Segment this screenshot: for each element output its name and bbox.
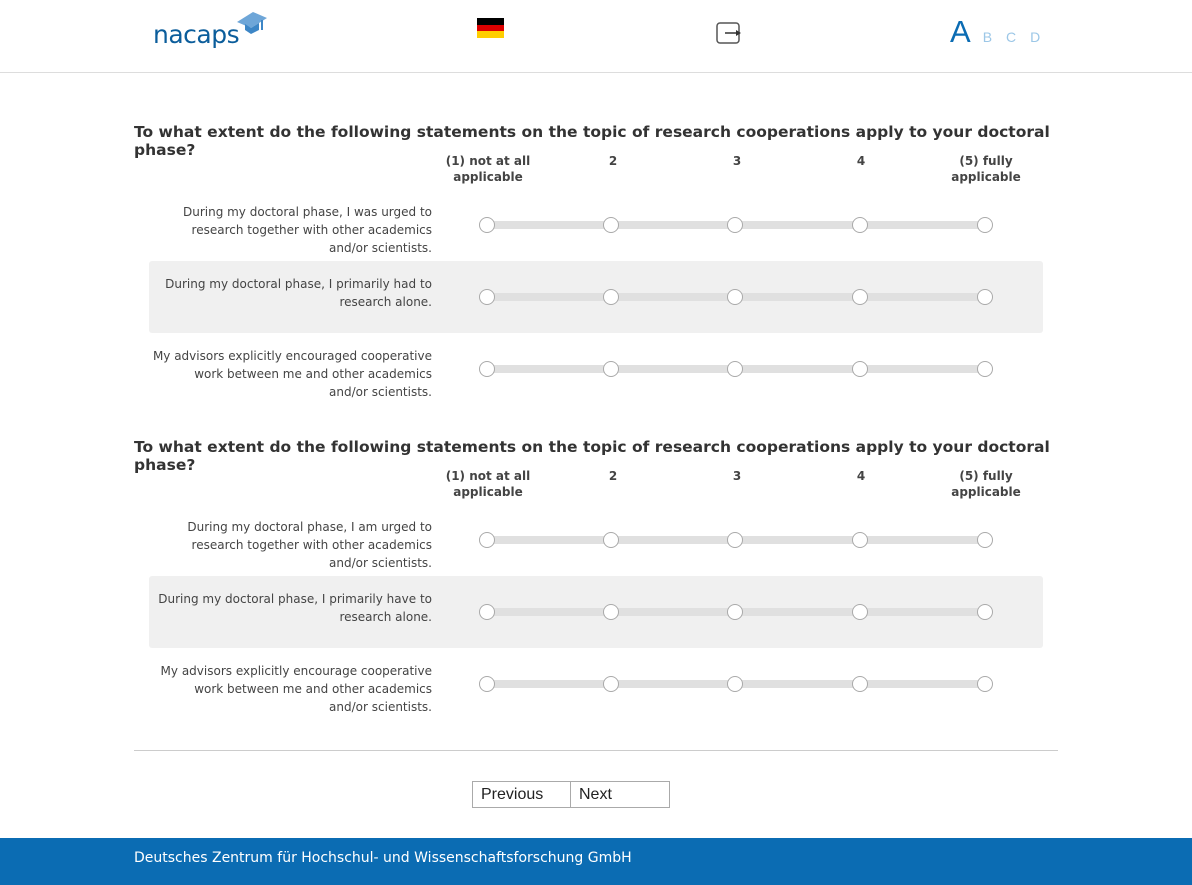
- q2-item-2-option-2[interactable]: [603, 604, 619, 620]
- question-2-title: To what extent do the following statements on the topic of research cooperations apply to your doctoral phase?: [134, 438, 1050, 474]
- font-size-selector: [950, 14, 1054, 54]
- q1-item-2-label: During my doctoral phase, I primarily had to research alone.: [165, 277, 432, 309]
- q2-item-1-label: During my doctoral phase, I am urged to research together with other academics and/or scientists.: [187, 520, 432, 570]
- q1-item-2-option-4[interactable]: [852, 289, 868, 305]
- q2-item-3-option-3[interactable]: [727, 676, 743, 692]
- font-size-c[interactable]: C: [1006, 29, 1017, 45]
- q2-item-1-option-3[interactable]: [727, 532, 743, 548]
- q2-item-1-option-2[interactable]: [603, 532, 619, 548]
- q1-item-2: [149, 261, 1043, 333]
- q1-item-3: [149, 333, 1043, 405]
- q2-item-2-option-5[interactable]: [977, 604, 993, 620]
- q1-item-3-option-5[interactable]: [977, 361, 993, 377]
- question-1-title: To what extent do the following statements on the topic of research cooperations apply to your doctoral phase?: [134, 123, 1050, 159]
- q2-scale-3: 3: [732, 469, 742, 483]
- logo-text: nacaps: [153, 20, 240, 49]
- q2-item-3-option-5[interactable]: [977, 676, 993, 692]
- q2-item-3: [149, 648, 1043, 720]
- page-header: [0, 0, 1192, 73]
- q1-item-2-option-5[interactable]: [977, 289, 993, 305]
- q2-scale-1: (1) not at all applicable: [445, 469, 531, 499]
- q1-item-1: [149, 189, 1043, 261]
- q2-item-2: [149, 576, 1043, 648]
- q2-item-1-option-1[interactable]: [479, 532, 495, 548]
- q1-item-2-option-3[interactable]: [727, 289, 743, 305]
- germany-flag-icon[interactable]: [477, 18, 504, 38]
- q2-item-2-label: During my doctoral phase, I primarily have to research alone.: [158, 592, 432, 624]
- q1-scale-3: 3: [732, 154, 742, 168]
- q1-scale-4: 4: [856, 154, 866, 168]
- q1-item-1-option-4[interactable]: [852, 217, 868, 233]
- q1-scale-2: 2: [608, 154, 618, 168]
- q1-item-1-option-2[interactable]: [603, 217, 619, 233]
- q1-item-1-option-5[interactable]: [977, 217, 993, 233]
- q2-item-3-option-2[interactable]: [603, 676, 619, 692]
- page-footer: [0, 838, 1192, 885]
- q1-item-1-option-1[interactable]: [479, 217, 495, 233]
- q1-item-1-label: During my doctoral phase, I was urged to research together with other academics and/or scientists.: [182, 205, 432, 255]
- q2-item-3-option-1[interactable]: [479, 676, 495, 692]
- q2-item-1-option-4[interactable]: [852, 532, 868, 548]
- q1-scale-5: (5) fully applicable: [951, 154, 1021, 184]
- q1-item-3-label: My advisors explicitly encouraged cooperative work between me and other academics and/or scientists.: [152, 349, 432, 399]
- next-button[interactable]: Next: [571, 781, 670, 808]
- q1-item-1-option-3[interactable]: [727, 217, 743, 233]
- q1-item-3-option-2[interactable]: [603, 361, 619, 377]
- q1-item-2-option-1[interactable]: [479, 289, 495, 305]
- content-divider: [134, 750, 1058, 751]
- q1-item-2-option-2[interactable]: [603, 289, 619, 305]
- footer-text: Deutsches Zentrum für Hochschul- und Wissenschaftsforschung GmbH: [134, 850, 632, 866]
- q2-scale-5: (5) fully applicable: [951, 469, 1021, 499]
- nacaps-logo: [153, 12, 273, 52]
- navigation-buttons: [472, 781, 670, 808]
- q2-item-3-option-4[interactable]: [852, 676, 868, 692]
- q2-item-1-option-5[interactable]: [977, 532, 993, 548]
- previous-button[interactable]: Previous: [472, 781, 571, 808]
- q1-scale-1: (1) not at all applicable: [445, 154, 531, 184]
- logout-icon[interactable]: [716, 22, 742, 44]
- q2-item-1: [149, 504, 1043, 576]
- graduation-cap-icon: [233, 12, 267, 38]
- q2-scale-4: 4: [856, 469, 866, 483]
- q2-item-2-option-3[interactable]: [727, 604, 743, 620]
- q2-item-3-label: My advisors explicitly encourage cooperative work between me and other academics and/or scientists.: [160, 664, 432, 714]
- q2-scale-2: 2: [608, 469, 618, 483]
- q1-item-3-option-3[interactable]: [727, 361, 743, 377]
- q2-item-2-option-4[interactable]: [852, 604, 868, 620]
- q1-item-3-option-1[interactable]: [479, 361, 495, 377]
- font-size-b[interactable]: B: [982, 29, 993, 45]
- font-size-d[interactable]: D: [1030, 29, 1041, 45]
- q2-item-2-option-1[interactable]: [479, 604, 495, 620]
- font-size-a[interactable]: A: [950, 14, 971, 49]
- q1-item-3-option-4[interactable]: [852, 361, 868, 377]
